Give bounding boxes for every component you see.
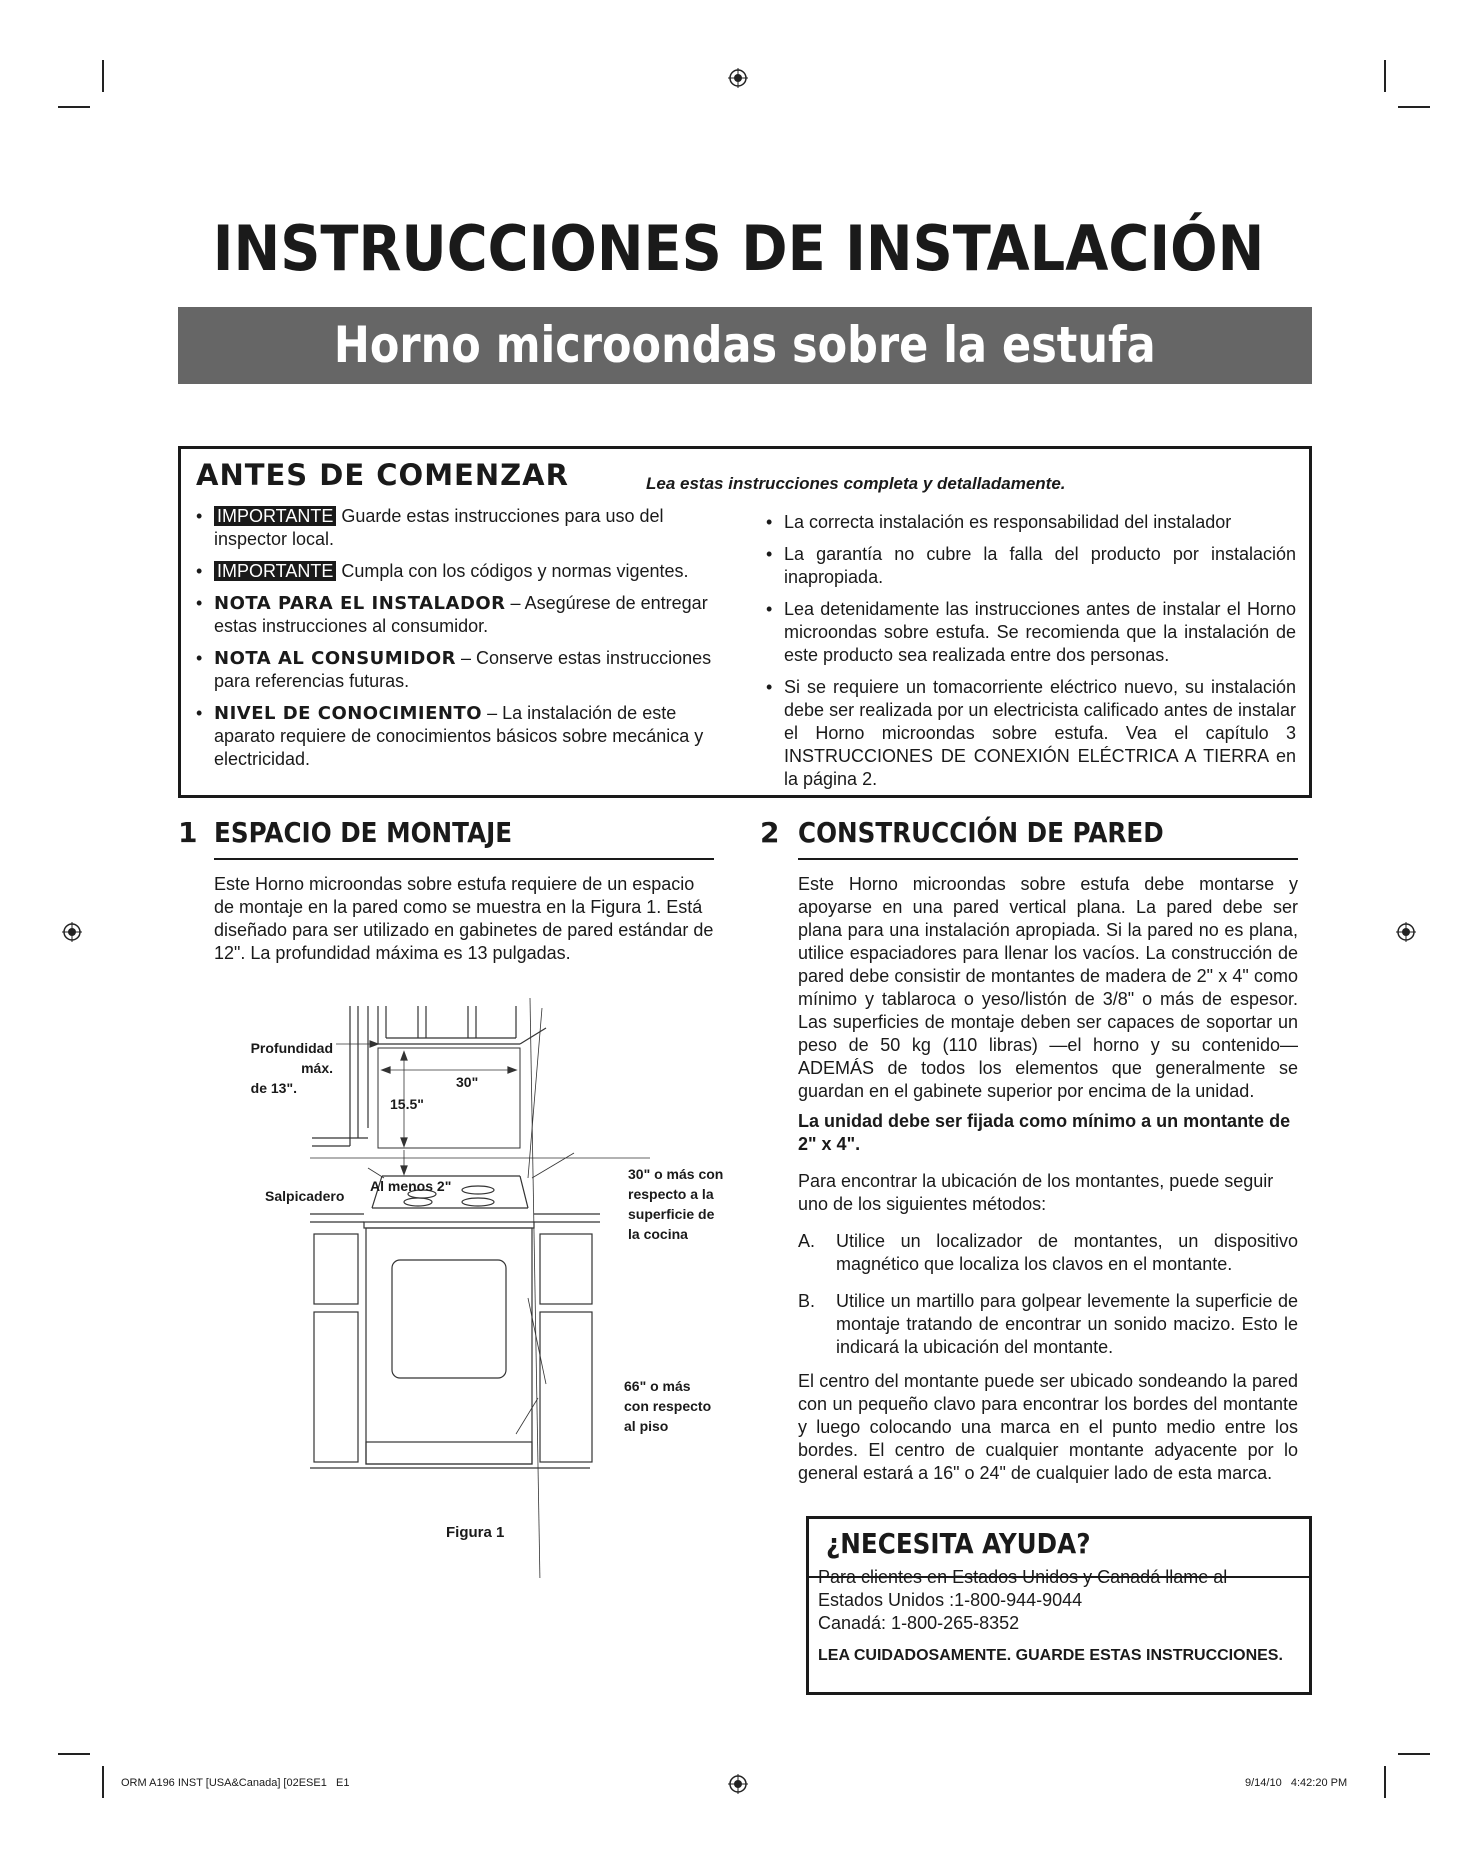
section-1-title: ESPACIO DE MONTAJE (214, 816, 513, 849)
before-note: Lea estas instrucciones completa y detalladamente. (646, 474, 1066, 493)
keyword: NIVEL DE CONOCIMIENTO (214, 703, 483, 724)
figure-label-depth (215, 1038, 333, 1098)
before-heading: ANTES DE COMENZAR (196, 458, 569, 492)
figure-label-line: respecto a la (628, 1186, 714, 1202)
page-subtitle: Horno microondas sobre la estufa (334, 316, 1156, 374)
registration-mark-icon (1396, 922, 1416, 942)
help-title: ¿NECESITA AYUDA? (826, 1527, 1091, 1560)
list-item: • Si se requiere un tomacorriente eléctrico nuevo, su instalación debe ser realizada por un electricista calificado antes de instalar el Horno microondas sobre estufa. Vea el capítulo 3 INSTRUCCIONES DE CONEXIÓN ELÉCTRICA A TIERRA en la página 2. (766, 676, 1296, 791)
list-item-text: Guarde estas instrucciones para uso del inspector local. (214, 506, 664, 549)
page-title: INSTRUCCIONES DE INSTALACIÓN (212, 212, 1265, 285)
section-2-number: 2 (760, 816, 780, 849)
list-item-text: – Conserve estas instrucciones para referencias futuras. (214, 648, 712, 691)
section-2-paragraph-3: Para encontrar la ubicación de los montantes, puede seguir uno de los siguientes métodos: (798, 1171, 1274, 1214)
figure-caption: Figura 1 (446, 1524, 505, 1541)
list-item: • La correcta instalación es responsabilidad del instalador (766, 511, 1296, 534)
list-item (196, 592, 736, 638)
help-line: Para clientes en Estados Unidos y Canadá llame al (818, 1567, 1228, 1587)
section-1-rule (214, 858, 714, 860)
footer-left: ORM A196 INST [USA&Canada] [02ESE1 E1 (121, 1777, 350, 1789)
help-phone-us: Estados Unidos :1-800-944-9044 (818, 1590, 1083, 1610)
list-item (196, 505, 736, 551)
figure-label-height: 15.5" (390, 1096, 424, 1112)
crop-mark (1398, 1753, 1430, 1755)
help-phone-canada: Canadá: 1-800-265-8352 (818, 1613, 1020, 1633)
registration-mark-icon (728, 1774, 748, 1794)
list-item: • La garantía no cubre la falla del producto por instalación inapropiada. (766, 543, 1296, 589)
list-item: • Lea detenidamente las instrucciones antes de instalar el Horno microondas sobre estufa. Se recomienda que la instalación de este producto sea realizada entre dos personas. (766, 598, 1296, 667)
figure-label-line: con respecto (624, 1398, 712, 1414)
list-item-text: – La instalación de este aparato requiere de conocimientos básicos sobre mecánica y electricidad. (214, 703, 704, 769)
keyword: NOTA PARA EL INSTALADOR (214, 593, 506, 614)
help-content (818, 1566, 1302, 1665)
list-item-text: – Asegúrese de entregar estas instrucciones al consumidor. (214, 593, 708, 636)
figure-label-line: 66" o más (624, 1378, 691, 1394)
figure-1-diagram (310, 998, 650, 1578)
figure-label-line: la cocina (628, 1226, 688, 1242)
crop-mark (58, 1753, 90, 1755)
method-b-label: B. (798, 1291, 816, 1311)
crop-mark (102, 1766, 104, 1798)
before-left-list (196, 505, 736, 780)
page-subtitle-band (178, 307, 1312, 384)
section-1-body: Este Horno microondas sobre estufa requiere de un espacio de montaje en la pared como se muestra en la Figura 1. Está diseñado para ser utilizado en gabinetes de pared estándar de 12". La profundidad máxima es 13 pulgadas. (214, 874, 714, 963)
list-item (196, 702, 736, 771)
crop-mark (1384, 60, 1386, 92)
figure-label-width: 30" (456, 1074, 479, 1090)
crop-mark (102, 60, 104, 92)
figure-label-line: Profundidad máx. (250, 1040, 333, 1076)
footer-right: 9/14/10 4:42:20 PM (1245, 1777, 1348, 1789)
important-badge: IMPORTANTE (214, 506, 336, 526)
section-2-rule (798, 858, 1298, 860)
figure-label-cooking-surface (628, 1164, 723, 1244)
method-a-text: Utilice un localizador de montantes, un dispositivo magnético que localiza los clavos en el montante. (836, 1231, 1298, 1274)
registration-mark-icon (62, 922, 82, 942)
before-right-list (766, 511, 1296, 800)
method-a-label: A. (798, 1231, 816, 1251)
keyword: NOTA AL CONSUMIDOR (214, 648, 456, 669)
registration-mark-icon (728, 68, 748, 88)
crop-mark (1398, 106, 1430, 108)
method-b-text: Utilice un martillo para golpear levemente la superficie de montaje tratando de encontrar un sonido macizo. Esto le indicará la ubicación del montante. (836, 1291, 1298, 1357)
section-2-paragraph-2: La unidad debe ser fijada como mínimo a un montante de 2" x 4". (798, 1111, 1291, 1154)
figure-label-backsplash: Salpicadero (265, 1188, 345, 1204)
crop-mark (58, 106, 90, 108)
figure-label-floor (624, 1376, 711, 1436)
section-2-paragraph-4: El centro del montante puede ser ubicado sondeando la pared con un pequeño clavo para encontrar los bordes del montante y luego colocando una marca en el punto medio entre los bordes. El centro de cualquier montante adyacente por lo general estará a 16" o 24" de cualquier lado de esta marca. (798, 1371, 1298, 1483)
help-warning: LEA CUIDADOSAMENTE. GUARDE ESTAS INSTRUCCIONES. (818, 1647, 1283, 1664)
figure-label-line: superficie de (628, 1206, 715, 1222)
section-2-title: CONSTRUCCIÓN DE PARED (798, 816, 1164, 849)
important-badge: IMPORTANTE (214, 561, 336, 581)
list-item (196, 647, 736, 693)
section-1-number: 1 (178, 816, 198, 849)
section-2-paragraph-1: Este Horno microondas sobre estufa debe montarse y apoyarse en una pared vertical plana. La pared debe ser plana para una instalación apropiada. Si la pared no es plana, utilice espaciadores para llenar los vacíos. La construcción de pared debe consistir de montantes de madera de 2" x 4" como mínimo y tablaroca o yeso/listón de 3/8" o más de espesor. Las superficies de montaje deben ser capaces de soportar un peso de 50 kg (110 libras) —el horno y su contenido—ADEMÁS de todos los elementos que generalmente se guardan en el gabinete superior por encima de la unidad. (798, 874, 1298, 1101)
list-item (196, 560, 736, 583)
crop-mark (1384, 1766, 1386, 1798)
figure-label-min2: Al menos 2" (370, 1178, 452, 1194)
figure-label-line: 30" o más con (628, 1166, 724, 1182)
list-item-text: Cumpla con los códigos y normas vigentes. (336, 561, 689, 581)
figure-label-line: al piso (624, 1418, 669, 1434)
figure-label-line: de 13". (250, 1080, 297, 1096)
